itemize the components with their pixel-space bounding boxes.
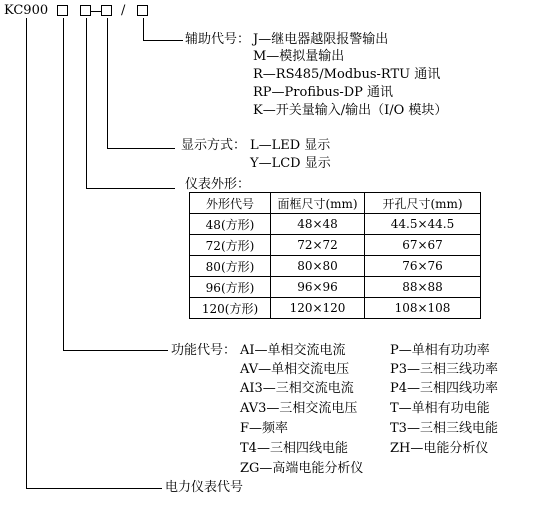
- table-row: [190, 214, 481, 235]
- function-item: ZH—电能分析仪: [390, 441, 489, 456]
- model-prefix: KC900: [4, 3, 49, 18]
- function-item: T3—三相三线电能: [390, 421, 498, 436]
- table-header-cell: 面框尺寸(mm): [271, 193, 365, 214]
- function-item: AI—单相交流电流: [240, 343, 346, 358]
- table-cell: 80×80: [271, 256, 365, 277]
- shape-code-box: [80, 5, 91, 16]
- table-cell: 44.5×44.5: [365, 214, 481, 235]
- aux-code-heading: 辅助代号：: [185, 32, 251, 47]
- shape-connector: [87, 18, 176, 189]
- table-cell: 108×108: [365, 298, 481, 319]
- function-item: ZG—高端电能分析仪: [240, 461, 364, 476]
- function-item: T4—三相四线电能: [240, 441, 348, 456]
- power-code-label: 电力仪表代号: [165, 480, 244, 495]
- aux-code-box: [137, 5, 148, 16]
- table-row: [190, 298, 481, 319]
- table-header-cell: 开孔尺寸(mm): [365, 193, 481, 214]
- table-cell: 76×76: [365, 256, 481, 277]
- table-cell: 72×72: [271, 235, 365, 256]
- aux-item: R—RS485/Modbus-RTU 通讯: [253, 67, 441, 82]
- aux-connector: [144, 18, 184, 41]
- table-cell: 88×88: [365, 277, 481, 298]
- table-row: [190, 277, 481, 298]
- function-item: AI3—三相交流电流: [240, 381, 354, 396]
- table-row: [190, 256, 481, 277]
- power-connector: [27, 18, 163, 489]
- slash-separator: /: [121, 3, 126, 18]
- function-item: P—单相有功功率: [390, 343, 490, 358]
- function-item: AV3—三相交流电压: [240, 401, 358, 416]
- display-mode-heading: 显示方式：: [181, 138, 247, 153]
- table-cell: 48×48: [271, 214, 365, 235]
- display-code-box: [101, 5, 112, 16]
- table-cell: 96(方形): [190, 277, 271, 298]
- aux-item: M—模拟量输出: [253, 49, 345, 64]
- display-mode-item: L—LED 显示: [250, 138, 331, 153]
- table-cell: 72(方形): [190, 235, 271, 256]
- table-cell: 67×67: [365, 235, 481, 256]
- dash-separator: [91, 11, 101, 12]
- function-item: P3—三相三线功率: [390, 362, 499, 377]
- shape-heading: 仪表外形：: [185, 177, 251, 192]
- aux-item: J—继电器越限报警输出: [253, 32, 389, 47]
- table-header-row: [190, 193, 481, 214]
- table-cell: 120(方形): [190, 298, 271, 319]
- shape-table: [189, 192, 481, 319]
- display-mode-item: Y—LCD 显示: [250, 156, 331, 171]
- table-cell: 48(方形): [190, 214, 271, 235]
- function-item: F—频率: [240, 421, 289, 436]
- function-item: T—单相有功电能: [390, 401, 490, 416]
- function-item: P4—三相四线功率: [390, 381, 499, 396]
- table-row: [190, 235, 481, 256]
- function-connector: [64, 18, 169, 351]
- function-item: AV—单相交流电压: [240, 362, 350, 377]
- aux-item: RP—Profibus-DP 通讯: [253, 85, 394, 100]
- function-code-box: [57, 5, 68, 16]
- table-cell: 96×96: [271, 277, 365, 298]
- display-connector: [108, 18, 176, 149]
- table-header-cell: 外形代号: [190, 193, 271, 214]
- function-code-heading: 功能代号：: [171, 343, 237, 358]
- table-cell: 80(方形): [190, 256, 271, 277]
- table-cell: 120×120: [271, 298, 365, 319]
- aux-item: K—开关量输入/输出（I/O 模块）: [253, 103, 448, 118]
